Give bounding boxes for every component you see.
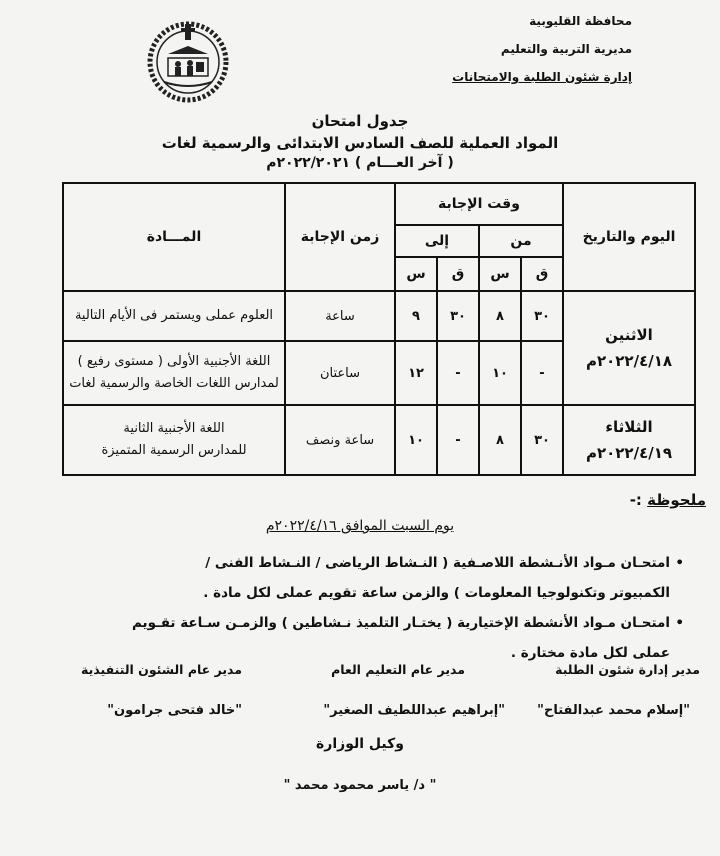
subject-line: اللغة الأجنبية الأولى ( مستوى رفيع ) [77,354,271,369]
signature-name: "إسلام محمد عبدالفتاح" [537,703,690,718]
signature-title: مدير عام التعليم العام [331,662,465,677]
from-hour: ٨ [479,291,521,341]
subject-line: لمدارس اللغات الخاصة والرسمية لغات [69,376,279,391]
table-row [63,405,695,475]
to-hour: ١٢ [395,341,437,405]
note-line: الكمبيوتر وتكنولوجيا المعلومات ) والزمن ساعة تقويم عملى لكل مادة . [203,585,670,601]
ministry-logo-icon [138,10,238,110]
signature-name: "خالد فتحى جرامون" [107,703,242,718]
note-label-text: ملحوظة [647,491,706,509]
signature-title: مدير عام الشئون التنفيذية [81,662,242,677]
signature-titles [0,662,720,682]
signature-name: "إبراهيم عبداللطيف الصغير" [323,703,505,718]
saturday-date-line: يوم السبت الموافق ٢٠٢٢/٤/١٦م [265,518,455,534]
directorate-name: مديرية التربية والتعليم [500,42,632,56]
deputy-minister-title: وكيل الوزارة [316,736,404,752]
day-name: الثلاثاء [605,418,653,436]
note-item [24,548,684,608]
duration: ساعتان [285,341,395,405]
subject [63,405,285,475]
letterhead [402,14,632,84]
duration: ساعة [285,291,395,341]
day-date: ٢٠٢٢/٤/١٩م [585,444,673,462]
notes-list [24,548,684,668]
subject [63,341,285,405]
to-minute: - [437,341,479,405]
header-answer-time: وقت الإجابة [395,183,563,225]
day-cell-tuesday [563,405,695,475]
from-minute: ٣٠ [521,405,563,475]
header-duration: زمن الإجابة [285,183,395,291]
day-date: ٢٠٢٢/٤/١٨م [585,352,673,370]
signature-names [0,703,720,725]
title-line-3: ( آخر العـــام ) ٢٠٢٢/٢٠٢١م [266,155,454,171]
header-day-date: اليوم والتاريخ [563,183,695,291]
header-subject: المـــادة [63,183,285,291]
header-to-hour: س [395,257,437,291]
deputy-minister-name: " د/ ياسر محمود محمد " [283,778,437,793]
duration: ساعة ونصف [285,405,395,475]
to-hour: ٩ [395,291,437,341]
table-row [63,291,695,341]
day-name: الاثنين [605,326,653,344]
note-line: • امتحـان مـواد الأنـشطة اللاصـفية ( النـشاط الرياضى / النـشاط الفنى / [205,555,670,571]
subject-line: العلوم عملى ويستمر فى الأيام التالية [74,308,274,323]
to-hour: ١٠ [395,405,437,475]
subject-line: للمدارس الرسمية المتميزة [101,443,247,458]
from-minute: ٣٠ [521,291,563,341]
title-line-1: جدول امتحان [311,112,409,130]
signature-title: مدير إدارة شئون الطلبة [555,662,700,677]
subject [63,291,285,341]
header-to-minute: ق [437,257,479,291]
note-line: • امتحـان مـواد الأنشطة الإختيارية ( يختـار التلميذ نـشاطين ) والزمـن سـاعة تقـويم [131,615,670,631]
to-minute: - [437,405,479,475]
header-to: إلى [395,225,479,257]
note-item [24,608,684,668]
exam-schedule-table [62,182,696,476]
header-from: من [479,225,563,257]
to-minute: ٣٠ [437,291,479,341]
from-hour: ٨ [479,405,521,475]
subject-line: اللغة الأجنبية الثانية [123,421,225,436]
title-line-2: المواد العملية للصف السادس الابتدائى والرسمية لغات [161,134,559,152]
header-from-minute: ق [521,257,563,291]
from-minute: - [521,341,563,405]
note-label-suffix: :- [629,491,648,509]
document-titles [0,112,720,171]
day-cell-monday [563,291,695,405]
department-name: إدارة شئون الطلبة والامتحانات [452,70,632,84]
governorate-name: محافظة القليوبية [529,14,632,28]
note-label [630,491,706,509]
header-from-hour: س [479,257,521,291]
note-line: عملى لكل مادة مختارة . [510,645,670,661]
from-hour: ١٠ [479,341,521,405]
